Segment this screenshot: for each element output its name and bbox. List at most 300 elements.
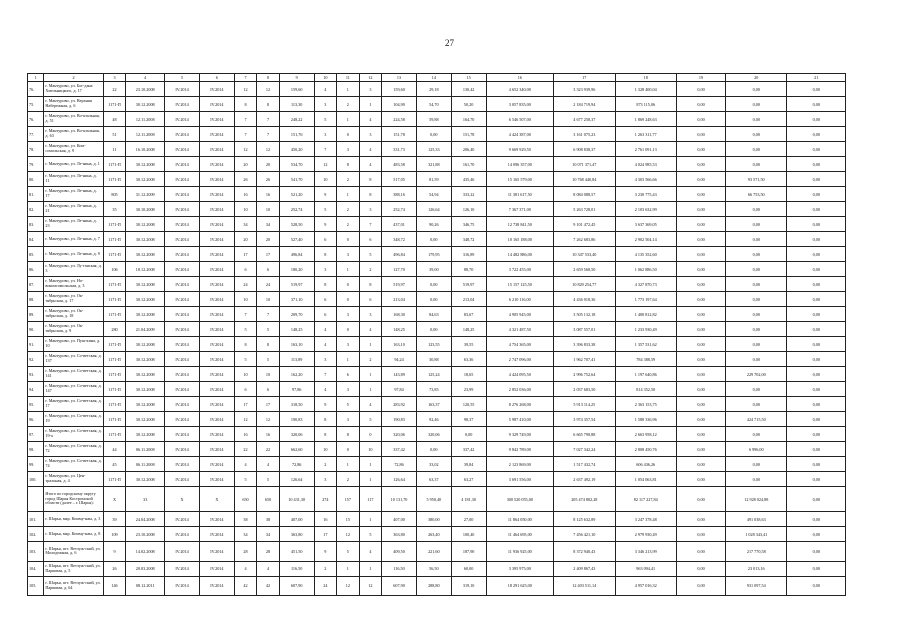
value-cell: 300 520 055,00	[486, 487, 554, 512]
value-cell: 18,65	[451, 367, 486, 382]
value-cell: 21.04.2009	[126, 322, 165, 337]
value-cell: 1171-П	[103, 427, 126, 442]
row-number-cell: 75.	[28, 97, 44, 112]
value-cell: 0,00	[676, 142, 725, 157]
value-cell: 0,00	[676, 232, 725, 247]
table-row	[28, 97, 846, 112]
value-cell: 30.12.2008	[126, 292, 165, 307]
value-cell: IV.2014	[165, 97, 200, 112]
value-cell: 0,00	[676, 307, 725, 322]
value-cell: 0,00	[416, 292, 451, 307]
value-cell: 1171-П	[103, 337, 126, 352]
address-cell: г. Мантурово, ул. Бог-дана Хмельницкого, д. 17	[44, 82, 103, 97]
value-cell: 120,55	[451, 397, 486, 412]
value-cell: 331,73	[382, 142, 417, 157]
value-cell: 3	[337, 337, 360, 352]
value-cell: 0,00	[676, 112, 725, 127]
value-cell: 94,24	[382, 352, 417, 367]
value-cell: 34	[234, 217, 257, 232]
value-cell: 148,25	[382, 322, 417, 337]
value-cell: 16.10.2008	[126, 142, 165, 157]
value-cell: 320,06	[279, 427, 314, 442]
value-cell: 10 431,30	[279, 487, 314, 512]
value-cell: 1	[337, 457, 360, 472]
value-cell: 54,94	[416, 187, 451, 202]
table-row	[28, 397, 846, 412]
value-cell: 0,00	[416, 232, 451, 247]
value-cell: 0,00	[787, 187, 846, 202]
value-cell: 2	[314, 457, 337, 472]
address-cell: г. Мантурово, ул. Во-кзальная, д. 51	[44, 112, 103, 127]
row-number-cell: 83.	[28, 217, 44, 232]
column-number: 9	[279, 74, 314, 82]
value-cell: 7	[257, 112, 280, 127]
column-number: 15	[451, 74, 486, 82]
address-cell: г. Мантурово, ул. Ок-тябрьская, д. 17	[44, 292, 103, 307]
value-cell: 148,25	[279, 322, 314, 337]
value-cell: 51	[103, 127, 126, 142]
value-cell: 0,00	[787, 112, 846, 127]
value-cell: 0,00	[787, 412, 846, 427]
value-cell: 0,00	[676, 202, 725, 217]
value-cell: 8	[234, 97, 257, 112]
column-number: 14	[416, 74, 451, 82]
value-cell: 17	[257, 247, 280, 262]
value-cell: 3 230 775,43	[615, 187, 676, 202]
value-cell: 6	[314, 307, 337, 322]
value-cell: IV.2014	[165, 247, 200, 262]
value-cell: 180,20	[279, 262, 314, 277]
value-cell: 4	[359, 542, 382, 562]
value-cell: 0,00	[676, 262, 725, 277]
value-cell: 6 665 790,88	[554, 427, 615, 442]
table-row	[28, 82, 846, 97]
value-cell: 0,00	[787, 561, 846, 576]
value-cell: 4	[359, 397, 382, 412]
value-cell: 4 327 870,73	[615, 277, 676, 292]
value-cell: 24.04.2008	[126, 512, 165, 527]
value-cell: 164,70	[451, 112, 486, 127]
value-cell: 0,00	[726, 397, 787, 412]
column-number: 6	[199, 74, 234, 82]
value-cell: 12	[257, 412, 280, 427]
table-row	[28, 172, 846, 187]
value-cell: 3	[314, 352, 337, 367]
value-cell: 0,00	[676, 457, 725, 472]
column-number: 8	[257, 74, 280, 82]
value-cell: IV.2014	[165, 427, 200, 442]
value-cell: 10	[314, 172, 337, 187]
value-cell: 517,05	[382, 172, 417, 187]
row-number-cell: 95.	[28, 397, 44, 412]
value-cell: 0,00	[726, 472, 787, 487]
value-cell: 0,00	[787, 512, 846, 527]
column-number: 16	[486, 74, 554, 82]
value-cell: 483,58	[382, 157, 417, 172]
value-cell: 3 722 455,00	[486, 262, 554, 277]
value-cell: 10	[257, 292, 280, 307]
value-cell: IV.2014	[199, 172, 234, 187]
value-cell: 0,00	[416, 322, 451, 337]
value-cell: IV.2014	[165, 142, 200, 157]
value-cell: 0,00	[726, 322, 787, 337]
value-cell: 931 097,54	[726, 576, 787, 596]
value-cell: 1 263 311,77	[615, 127, 676, 142]
value-cell: 42	[257, 576, 280, 596]
value-cell: 0,00	[787, 157, 846, 172]
value-cell: 2 637 492,19	[554, 472, 615, 487]
value-cell: 24	[314, 576, 337, 596]
value-cell: 363,80	[279, 527, 314, 542]
value-cell: IV.2014	[165, 202, 200, 217]
value-cell: 27,00	[451, 512, 486, 527]
value-cell: 3 323 939,96	[554, 82, 615, 97]
value-cell: 30.12.2008	[126, 277, 165, 292]
value-cell: 0,00	[787, 457, 846, 472]
value-cell: 0,00	[726, 127, 787, 142]
value-cell: 224,58	[382, 112, 417, 127]
value-cell: 0,00	[676, 337, 725, 352]
value-cell: IV.2014	[165, 307, 200, 322]
value-cell: 4 135 352,60	[615, 247, 676, 262]
table-row	[28, 292, 846, 307]
value-cell: 10 131,70	[382, 487, 417, 512]
value-cell: 151,76	[279, 127, 314, 142]
row-number-cell: 105.	[28, 576, 44, 596]
value-cell: IV.2014	[199, 561, 234, 576]
value-cell: 12.11.2008	[126, 112, 165, 127]
value-cell: 337,42	[451, 442, 486, 457]
column-number: 7	[234, 74, 257, 82]
row-number-cell: 94.	[28, 382, 44, 397]
value-cell: 38	[257, 512, 280, 527]
value-cell: IV.2014	[165, 262, 200, 277]
value-cell: 0	[337, 232, 360, 247]
row-number-cell: 79.	[28, 157, 44, 172]
value-cell: 163,10	[279, 337, 314, 352]
value-cell: 10	[234, 367, 257, 382]
column-number: 17	[554, 74, 615, 82]
value-cell: 14 096 357,00	[486, 157, 554, 172]
value-cell: 0,00	[787, 127, 846, 142]
value-cell: 81,59	[416, 172, 451, 187]
value-cell: 127,70	[382, 262, 417, 277]
value-cell: 0,00	[787, 232, 846, 247]
value-cell: 24	[234, 277, 257, 292]
value-cell: 4	[359, 157, 382, 172]
value-cell: 0,00	[726, 142, 787, 157]
value-cell: 0,00	[676, 472, 725, 487]
value-cell: 163,10	[382, 337, 417, 352]
row-number-cell: 86.	[28, 262, 44, 277]
value-cell: 126,10	[451, 202, 486, 217]
table-row	[28, 127, 846, 142]
value-cell: 491 038,63	[726, 512, 787, 527]
address-cell: г. Шарья, пгт. Ветлуж-ский, ул. Молодежная, д. 6	[44, 542, 103, 562]
value-cell: 3 395 975,00	[486, 561, 554, 576]
value-cell: 0,00	[451, 427, 486, 442]
value-cell: 5	[234, 352, 257, 367]
value-cell: 0,00	[416, 442, 451, 457]
value-cell: 1171-П	[103, 217, 126, 232]
address-cell: г. Мантурово, ул. Со-ветская, д. 137	[44, 352, 103, 367]
value-cell: 2 996 752,64	[554, 367, 615, 382]
value-cell: 0,00	[726, 97, 787, 112]
value-cell: IV.2014	[199, 217, 234, 232]
value-cell: 12.11.2008	[126, 127, 165, 142]
value-cell: 435,46	[451, 172, 486, 187]
value-cell: 38	[234, 512, 257, 527]
value-cell: 30.12.2008	[126, 157, 165, 172]
value-cell: 3	[359, 202, 382, 217]
value-cell: 2 409 867,43	[554, 561, 615, 576]
value-cell: 5	[359, 527, 382, 542]
value-cell: 0,00	[676, 442, 725, 457]
value-cell: 5	[234, 322, 257, 337]
address-cell: Итого по городскому округу город Шарья Костромской области (далее – г. Шарья):	[44, 487, 103, 512]
value-cell: 35	[103, 202, 126, 217]
value-cell: 9 329 749,00	[486, 427, 554, 442]
value-cell: 30.12.2008	[126, 397, 165, 412]
value-cell: 4	[359, 112, 382, 127]
value-cell: 6 210 116,00	[486, 292, 554, 307]
value-cell: 8	[257, 97, 280, 112]
value-cell: 348,72	[451, 232, 486, 247]
value-cell: 0,00	[676, 217, 725, 232]
value-cell: 0,00	[676, 512, 725, 527]
value-cell: 1 028 343,41	[726, 527, 787, 542]
address-cell: г. Мантурово, ул. Со-ветская, д. 74	[44, 457, 103, 472]
value-cell: X	[103, 487, 126, 512]
value-cell: 63,27	[451, 472, 486, 487]
value-cell: IV.2014	[165, 157, 200, 172]
address-cell: г. Шарья, мкр. Комму-наы, д. 3	[44, 512, 103, 527]
value-cell: 10	[234, 292, 257, 307]
value-cell: 0,00	[416, 277, 451, 292]
value-cell: 16	[257, 187, 280, 202]
value-cell: 963 094,41	[615, 561, 676, 576]
value-cell: 0,00	[676, 527, 725, 542]
value-cell: 0,00	[787, 442, 846, 457]
value-cell: 39,55	[451, 337, 486, 352]
value-cell: 1	[337, 561, 360, 576]
row-number-cell: 98.	[28, 442, 44, 457]
value-cell: 4	[314, 382, 337, 397]
value-cell: 1	[359, 457, 382, 472]
value-cell: 2 123 869,00	[486, 457, 554, 472]
value-cell: 8	[359, 277, 382, 292]
value-cell: 63,37	[416, 472, 451, 487]
value-cell: 15 165 579,00	[486, 172, 554, 187]
value-cell: 59,88	[416, 112, 451, 127]
value-cell: 541,70	[279, 172, 314, 187]
value-cell: 1	[359, 512, 382, 527]
value-cell: 123,55	[416, 337, 451, 352]
value-cell: 3	[314, 97, 337, 112]
value-cell: 0,00	[787, 427, 846, 442]
value-cell: 318,50	[279, 397, 314, 412]
value-cell: 10 768 440,84	[554, 172, 615, 187]
value-cell: 7	[314, 367, 337, 382]
value-cell: 3 691 556,00	[486, 472, 554, 487]
value-cell: 0,00	[726, 247, 787, 262]
value-cell: 2 747 096,00	[486, 352, 554, 367]
value-cell: 11	[103, 142, 126, 157]
value-cell: 0,00	[787, 307, 846, 322]
row-number-cell: 101.	[28, 512, 44, 527]
value-cell: 8	[314, 247, 337, 262]
value-cell: 7	[234, 307, 257, 322]
value-cell: 0,00	[676, 427, 725, 442]
value-cell: 10	[234, 202, 257, 217]
value-cell: 3 974 357,54	[554, 412, 615, 427]
value-cell: 0,00	[787, 472, 846, 487]
value-cell: 0,00	[676, 352, 725, 367]
value-cell: 30.12.2008	[126, 172, 165, 187]
value-cell: 20.03.2008	[126, 561, 165, 576]
value-cell: 33	[126, 487, 165, 512]
value-cell: 4 181,30	[451, 487, 486, 512]
value-cell: 337,42	[382, 442, 417, 457]
value-cell: 248,22	[279, 112, 314, 127]
value-cell: 0,00	[726, 307, 787, 322]
address-cell: г. Мантурово, ул. Цен-тральная, д. 4	[44, 472, 103, 487]
value-cell: 26	[234, 172, 257, 187]
value-cell: 17	[314, 527, 337, 542]
value-cell: 380,00	[416, 512, 451, 527]
value-cell: 148,25	[451, 322, 486, 337]
value-cell: 6	[359, 232, 382, 247]
value-cell: 0,00	[787, 142, 846, 157]
value-cell: 2 659 568,50	[554, 262, 615, 277]
table-row	[28, 142, 846, 157]
value-cell: 125,24	[416, 367, 451, 382]
value-cell: IV.2014	[165, 367, 200, 382]
value-cell: 31.12.2009	[126, 187, 165, 202]
value-cell: 0	[359, 427, 382, 442]
value-cell: IV.2014	[165, 112, 200, 127]
table-row	[28, 217, 846, 232]
value-cell: 0,00	[676, 382, 725, 397]
row-number-cell: 77.	[28, 127, 44, 142]
value-cell: 9	[314, 542, 337, 562]
value-cell: 6	[314, 232, 337, 247]
value-cell: 30.12.2008	[126, 217, 165, 232]
value-cell: 23.10.2008	[126, 527, 165, 542]
value-cell: 1171-П	[103, 367, 126, 382]
table-row	[28, 262, 846, 277]
value-cell: 88,70	[451, 262, 486, 277]
table-row	[28, 187, 846, 202]
value-cell: 0,00	[676, 82, 725, 97]
column-number: 10	[314, 74, 337, 82]
value-cell: 20	[234, 232, 257, 247]
value-cell: IV.2014	[199, 82, 234, 97]
value-cell: 521,20	[279, 187, 314, 202]
value-cell: 2 808 450,76	[615, 442, 676, 457]
value-cell: IV.2014	[199, 442, 234, 457]
value-cell: 4	[257, 457, 280, 472]
value-cell: 161,70	[451, 157, 486, 172]
column-number-row	[28, 74, 846, 82]
row-number-cell: 89.	[28, 307, 44, 322]
value-cell: 4	[234, 561, 257, 576]
value-cell: 6 908 838,37	[554, 142, 615, 157]
value-cell: IV.2014	[165, 542, 200, 562]
value-cell: 6	[359, 292, 382, 307]
value-cell: 3	[337, 142, 360, 157]
value-cell: 320,06	[382, 427, 417, 442]
value-cell: 0,00	[787, 527, 846, 542]
value-cell: 7 262 683,86	[554, 232, 615, 247]
value-cell: 10 347 533,40	[554, 247, 615, 262]
value-cell: 2	[337, 172, 360, 187]
value-cell: 126,64	[279, 472, 314, 487]
value-cell: 1171-П	[103, 292, 126, 307]
value-cell: 1	[337, 352, 360, 367]
value-cell: 190,83	[382, 412, 417, 427]
column-number: 12	[359, 74, 382, 82]
address-cell: г. Мантурово, ул. Ком-сомольская, д. 9	[44, 142, 103, 157]
row-number-cell: 76.	[28, 82, 44, 97]
column-number: 21	[787, 74, 846, 82]
value-cell: 82 117 227,84	[615, 487, 676, 512]
value-cell: 39,84	[451, 457, 486, 472]
value-cell: 93 571,50	[726, 172, 787, 187]
value-cell: 12	[257, 82, 280, 97]
value-cell: IV.2014	[165, 457, 200, 472]
value-cell: IV.2014	[199, 247, 234, 262]
value-cell: 63,36	[451, 352, 486, 367]
value-cell: 0,00	[787, 542, 846, 562]
value-cell: 4 677 258,37	[554, 112, 615, 127]
value-cell: 5	[234, 472, 257, 487]
value-cell: 1	[337, 187, 360, 202]
value-cell: 3 161 075,23	[554, 127, 615, 142]
table-row	[28, 382, 846, 397]
value-cell: 20	[257, 232, 280, 247]
value-cell: 4 754 365,00	[486, 337, 554, 352]
value-cell: 8 125 632,89	[554, 512, 615, 527]
row-number-cell: 80.	[28, 172, 44, 187]
value-cell: 4 024 985,53	[615, 157, 676, 172]
value-cell: 2 363 153,75	[615, 397, 676, 412]
value-cell: 0,00	[676, 322, 725, 337]
value-cell: 5	[257, 352, 280, 367]
value-cell: IV.2014	[165, 277, 200, 292]
value-cell: 3	[337, 412, 360, 427]
value-cell: 66 753,50	[726, 187, 787, 202]
address-cell: г. Мантурово, ул. Пуш-кина, д. 10	[44, 337, 103, 352]
value-cell: 30.12.2008	[126, 247, 165, 262]
value-cell: 7	[234, 127, 257, 142]
value-cell: IV.2014	[199, 307, 234, 322]
value-cell: 2 902 504,14	[615, 232, 676, 247]
value-cell: 113,89	[279, 352, 314, 367]
value-cell: 650	[257, 487, 280, 512]
value-cell: 8 084 088,57	[554, 187, 615, 202]
value-cell: 209,70	[279, 307, 314, 322]
value-cell: 4 436 918,36	[554, 292, 615, 307]
value-cell: 0,00	[726, 157, 787, 172]
value-cell: 6	[257, 262, 280, 277]
value-cell: 496,84	[382, 247, 417, 262]
row-number-cell: 104.	[28, 561, 44, 576]
value-cell: 519,97	[382, 277, 417, 292]
value-cell: 34	[257, 527, 280, 542]
value-cell: 8	[257, 337, 280, 352]
row-number-cell: 76.	[28, 112, 44, 127]
